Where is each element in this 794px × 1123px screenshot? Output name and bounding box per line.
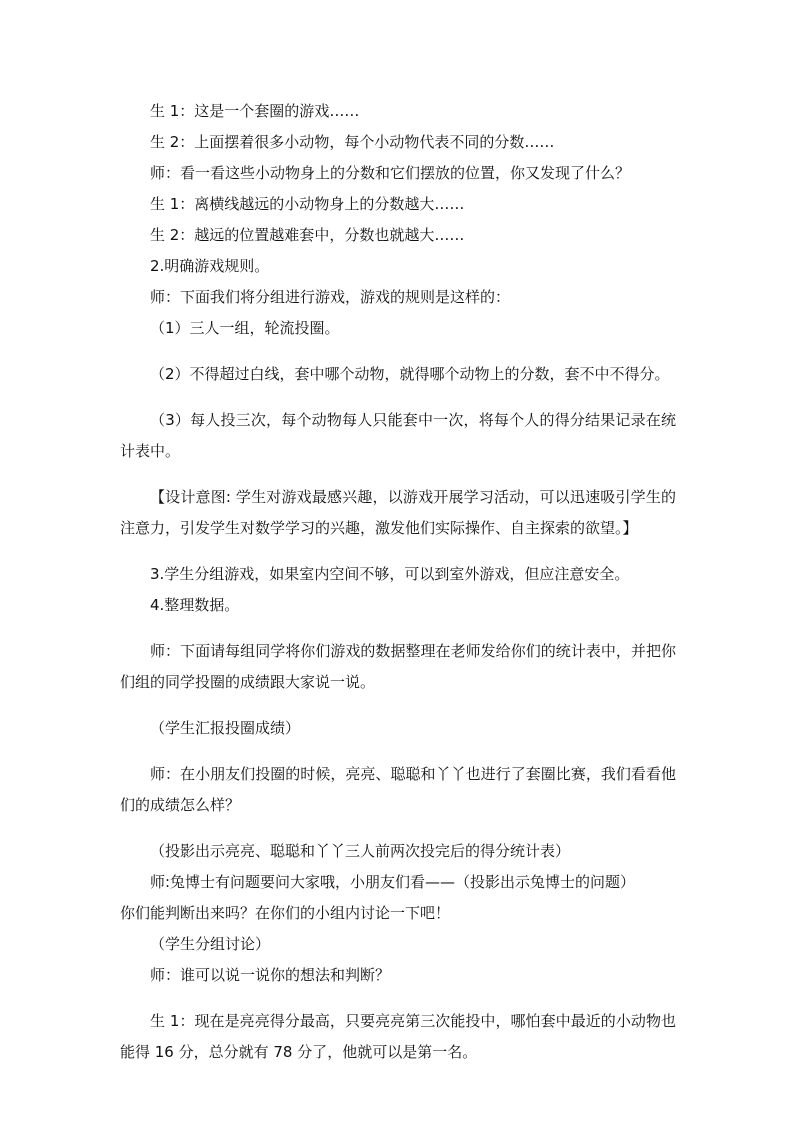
paragraph-student-report: （学生汇报投圈成绩）	[150, 719, 301, 737]
paragraph-group-discussion: （学生分组讨论）	[150, 935, 271, 953]
paragraph-teacher-statistics: 师：下面请每组同学将你们游戏的数据整理在老师发给你们的统计表中，并把你们组的同学投圈的成绩跟大家说一说。	[120, 642, 676, 691]
paragraph-student1-distance: 生 1：离横线越远的小动物身上的分数越大……	[150, 195, 465, 213]
paragraph-teacher-who-can-say: 师：谁可以说一说你的想法和判断？	[150, 966, 391, 984]
paragraph-can-you-judge: 你们能判断出来吗？在你们的小组内讨论一下吧！	[120, 904, 451, 922]
rule-item-3: （3）每人投三次，每个动物每人只能套中一次，将每个人的得分结果记录在统计表中。	[120, 411, 676, 460]
section-heading-organize-data: 4.整理数据。	[150, 596, 240, 614]
rule-item-1: （1）三人一组，轮流投圈。	[150, 319, 340, 337]
paragraph-student1-answer: 生 1：现在是亮亮得分最高，只要亮亮第三次能投中，哪怕套中最近的小动物也能得 16 分，总分就有 78 分了，他就可以是第一名。	[120, 1012, 676, 1061]
paragraph-teacher-observe: 师：看一看这些小动物身上的分数和它们摆放的位置，你又发现了什么？	[150, 164, 631, 182]
design-intent-note: 【设计意图: 学生对游戏最感兴趣，以游戏开展学习活动，可以迅速吸引学生的注意力，引发学生对数学学习的兴趣，激发他们实际操作、自主探索的欲望。】	[120, 488, 676, 537]
section-heading-rules: 2.明确游戏规则。	[150, 257, 270, 275]
document-body	[120, 96, 676, 1083]
paragraph-student2-animals: 生 2：上面摆着很多小动物，每个小动物代表不同的分数……	[150, 133, 555, 151]
section-heading-group-game: 3.学生分组游戏，如果室内空间不够，可以到室外游戏，但应注意安全。	[150, 565, 630, 583]
paragraph-teacher-rules: 师：下面我们将分组进行游戏，游戏的规则是这样的：	[150, 288, 511, 306]
paragraph-projection-table: （投影出示亮亮、聪聪和丫丫三人前两次投完后的得分统计表）	[150, 842, 571, 860]
paragraph-teacher-question: 师:兔博士有问题要问大家哦，小朋友们看——（投影出示兔博士的问题）	[150, 873, 636, 891]
rule-item-2: （2）不得超过白线，套中哪个动物，就得哪个动物上的分数，套不中不得分。	[150, 365, 670, 383]
paragraph-student1-game: 生 1：这是一个套圈的游戏……	[150, 102, 360, 120]
paragraph-teacher-competition: 师：在小朋友们投圈的时候，亮亮、聪聪和丫丫也进行了套圈比赛，我们看看他们的成绩怎么样？	[120, 765, 676, 814]
paragraph-student2-harder: 生 2：越远的位置越难套中，分数也就越大……	[150, 226, 465, 244]
